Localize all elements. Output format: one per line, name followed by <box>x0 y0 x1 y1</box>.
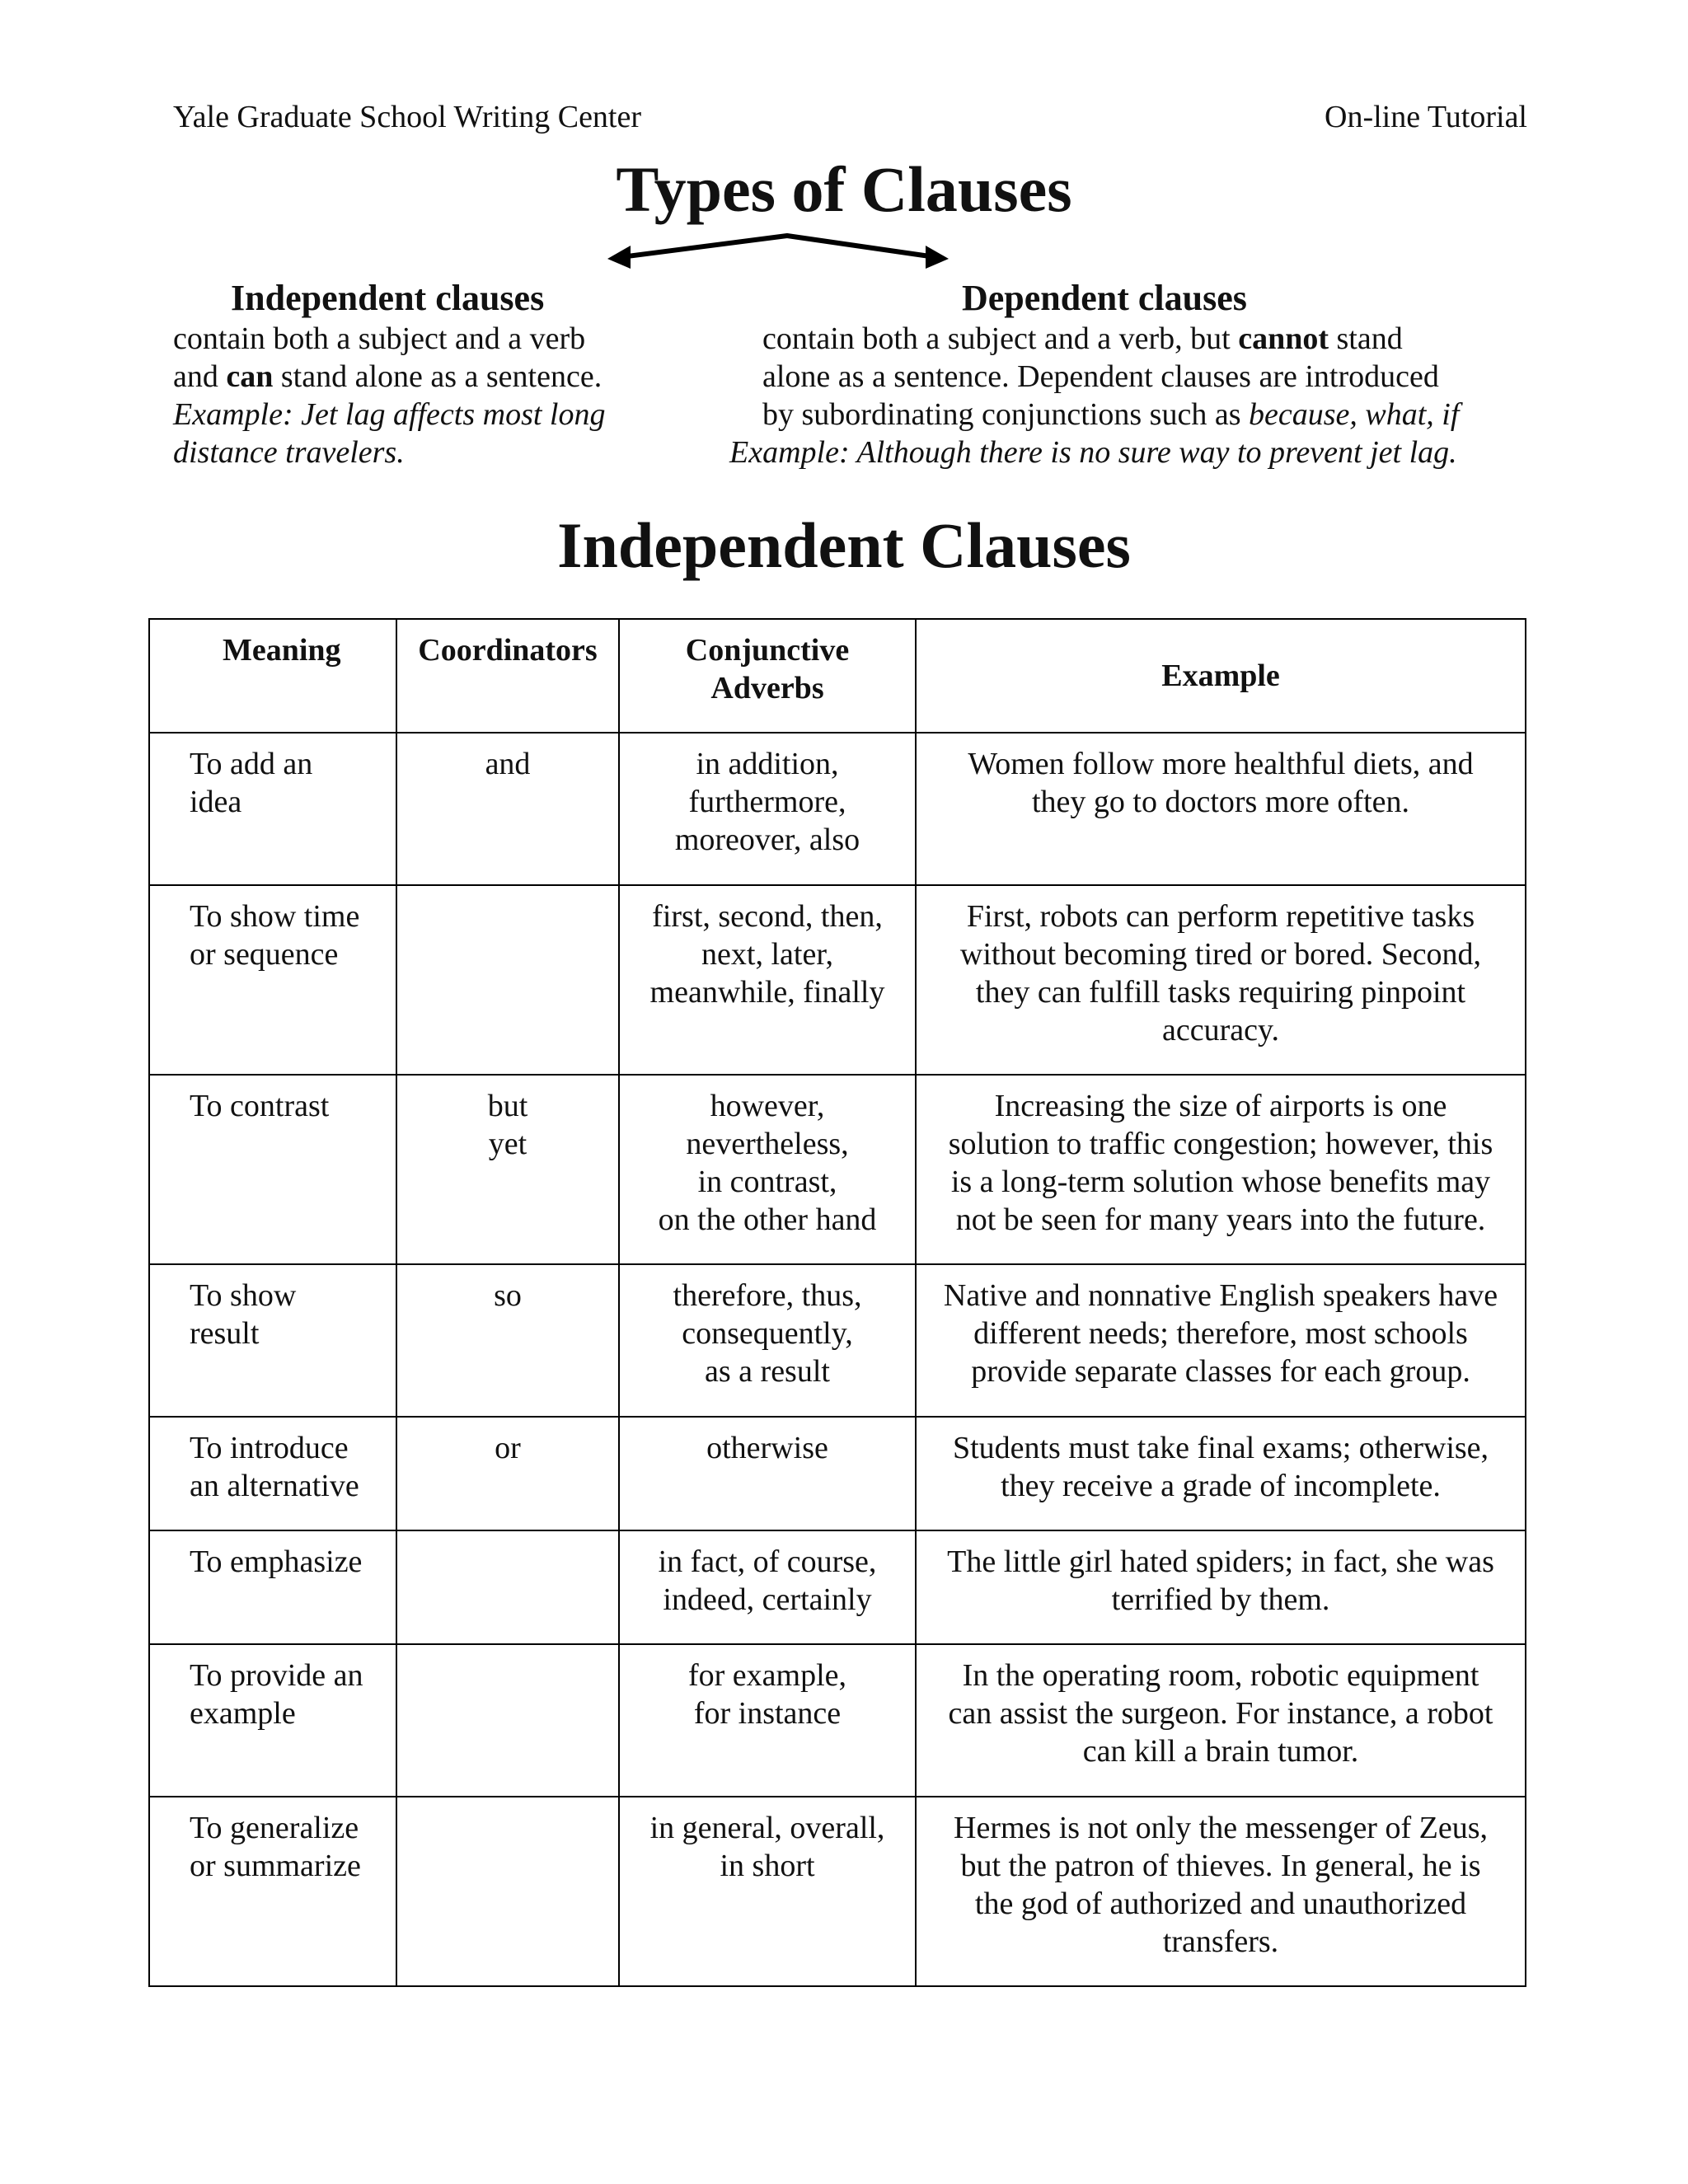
cell-meaning-line: an alternative <box>190 1469 359 1503</box>
dependent-line-1 <box>721 320 1512 358</box>
cell-meaning-line: or sequence <box>190 937 339 972</box>
independent-line-2-start: and <box>173 359 227 394</box>
cell-meaning-line: To add an <box>190 747 313 781</box>
dependent-line-1-end: stand <box>1329 321 1403 356</box>
header-adverbs-line-1: Conjunctive <box>685 633 850 668</box>
cell-coordinators <box>396 885 619 1075</box>
cell-example <box>916 885 1526 1075</box>
cell-example-line: they go to doctors more often. <box>1031 785 1409 819</box>
header-coordinators: Coordinators <box>396 619 619 733</box>
cell-example <box>916 1075 1526 1264</box>
cell-example <box>916 1417 1526 1530</box>
cell-conjunctive-adverbs-line: for example, <box>687 1658 847 1693</box>
cell-example-line: Students must take final exams; otherwise, <box>952 1431 1489 1465</box>
cell-example-line: transfers. <box>1162 1924 1279 1959</box>
cell-meaning <box>149 1417 396 1530</box>
cell-coordinators <box>396 1644 619 1797</box>
header-left: Yale Graduate School Writing Center <box>173 100 642 134</box>
cell-conjunctive-adverbs-line: indeed, certainly <box>663 1582 872 1617</box>
cell-example-line: In the operating room, robotic equipment <box>962 1658 1479 1693</box>
cell-example-line: without becoming tired or bored. Second, <box>959 937 1482 972</box>
independent-line-2-end: stand alone as a sentence. <box>273 359 603 394</box>
cell-conjunctive-adverbs-line: therefore, thus, <box>673 1278 862 1313</box>
cell-example-line: can assist the surgeon. For instance, a robot <box>948 1696 1493 1731</box>
header-meaning: Meaning <box>149 619 396 733</box>
dependent-cannot-bold: cannot <box>1238 321 1329 356</box>
independent-line-1: contain both a subject and a verb <box>173 321 586 356</box>
cell-example-line: the god of authorized and unauthorized <box>974 1886 1467 1921</box>
header-conjunctive-adverbs <box>619 619 916 733</box>
cell-example-line: Hermes is not only the messenger of Zeus, <box>954 1811 1488 1845</box>
cell-meaning-line: To introduce <box>190 1431 349 1465</box>
cell-coordinators-line: yet <box>488 1127 528 1161</box>
cell-conjunctive-adverbs <box>619 1644 916 1797</box>
cell-example-line: different needs; therefore, most schools <box>973 1316 1468 1351</box>
table-row <box>149 1264 1526 1417</box>
cell-example <box>916 1644 1526 1797</box>
table-row <box>149 1075 1526 1264</box>
cell-conjunctive-adverbs-line: as a result <box>705 1354 830 1389</box>
dependent-line-1-start: contain both a subject and a verb, but <box>762 321 1239 356</box>
independent-clauses-heading: Independent clauses <box>231 278 545 318</box>
table-row <box>149 1530 1526 1644</box>
dependent-line-3 <box>721 396 1512 434</box>
cell-conjunctive-adverbs-line: consequently, <box>682 1316 853 1351</box>
independent-example-1: Example: Jet lag affects most long <box>173 397 606 432</box>
header-adverbs-line-2: Adverbs <box>710 671 824 705</box>
independent-example-2: distance travelers. <box>173 435 405 470</box>
cell-example-line: provide separate classes for each group. <box>971 1354 1470 1389</box>
cell-coordinators-line: so <box>494 1278 522 1313</box>
cell-conjunctive-adverbs-line: in contrast, <box>697 1165 837 1199</box>
cell-conjunctive-adverbs-line: in addition, <box>696 747 839 781</box>
cell-conjunctive-adverbs <box>619 1075 916 1264</box>
cell-meaning-line: To show time <box>190 899 360 934</box>
cell-meaning-line: result <box>190 1316 260 1351</box>
double-arrow-icon <box>606 229 952 279</box>
cell-meaning <box>149 1530 396 1644</box>
cell-meaning-line: or summarize <box>190 1849 361 1883</box>
table-row <box>149 1644 1526 1797</box>
cell-example <box>916 733 1526 885</box>
cell-example-line: but the patron of thieves. In general, he is <box>960 1849 1481 1883</box>
cell-example <box>916 1797 1526 1986</box>
cell-example-line: Women follow more healthful diets, and <box>968 747 1474 781</box>
cell-meaning-line: To provide an <box>190 1658 363 1693</box>
cell-example-line: accuracy. <box>1161 1013 1280 1047</box>
cell-coordinators <box>396 1530 619 1644</box>
cell-conjunctive-adverbs-line: furthermore, <box>688 785 846 819</box>
cell-example-line: they can fulfill tasks requiring pinpoint <box>975 975 1466 1010</box>
cell-conjunctive-adverbs <box>619 885 916 1075</box>
cell-conjunctive-adverbs-line: on the other hand <box>658 1202 877 1237</box>
cell-conjunctive-adverbs-line: however, <box>710 1089 825 1123</box>
cell-example <box>916 1530 1526 1644</box>
cell-conjunctive-adverbs <box>619 1530 916 1644</box>
cell-conjunctive-adverbs-line: first, second, then, <box>652 899 883 934</box>
cell-conjunctive-adverbs-line: in short <box>720 1849 815 1883</box>
cell-coordinators-line: or <box>495 1431 521 1465</box>
cell-meaning-line: To contrast <box>190 1089 330 1123</box>
cell-example-line: First, robots can perform repetitive tasks <box>966 899 1475 934</box>
cell-coordinators <box>396 1417 619 1530</box>
cell-example-line: terrified by them. <box>1111 1582 1330 1617</box>
section-title: Independent Clauses <box>557 509 1131 581</box>
cell-meaning <box>149 733 396 885</box>
dependent-clauses-heading: Dependent clauses <box>962 278 1247 318</box>
cell-coordinators <box>396 1264 619 1417</box>
cell-conjunctive-adverbs-line: in general, overall, <box>649 1811 885 1845</box>
cell-example-line: solution to traffic congestion; however, this <box>948 1127 1493 1161</box>
cell-meaning <box>149 1644 396 1797</box>
cell-conjunctive-adverbs-line: for instance <box>693 1696 842 1731</box>
cell-coordinators <box>396 733 619 885</box>
dependent-conjunctions-italic: because, what, if <box>1248 397 1460 432</box>
cell-coordinators <box>396 1075 619 1264</box>
cell-meaning-line: example <box>190 1696 296 1731</box>
dependent-line-2: alone as a sentence. Dependent clauses are introduced <box>762 359 1439 394</box>
cell-coordinators-line: but <box>487 1089 528 1123</box>
cell-coordinators <box>396 1797 619 1986</box>
cell-meaning <box>149 1264 396 1417</box>
cell-example <box>916 1264 1526 1417</box>
dependent-clauses-definition <box>721 277 1512 471</box>
cell-conjunctive-adverbs <box>619 733 916 885</box>
cell-meaning <box>149 885 396 1075</box>
cell-example-line: Increasing the size of airports is one <box>994 1089 1447 1123</box>
cell-example-line: The little girl hated spiders; in fact, she was <box>947 1544 1494 1579</box>
table-row <box>149 1797 1526 1986</box>
cell-example-line: can kill a brain tumor. <box>1082 1734 1359 1769</box>
dependent-line-3-start: by subordinating conjunctions such as <box>762 397 1249 432</box>
cell-example-line: they receive a grade of incomplete. <box>1001 1469 1441 1503</box>
independent-line-2 <box>173 358 750 396</box>
cell-conjunctive-adverbs-line: next, later, <box>701 937 833 972</box>
table-header-row <box>149 619 1526 733</box>
cell-conjunctive-adverbs-line: meanwhile, finally <box>649 975 885 1010</box>
independent-can-bold: can <box>226 359 274 394</box>
table-row <box>149 1417 1526 1530</box>
table-row <box>149 885 1526 1075</box>
independent-clauses-definition <box>173 277 750 471</box>
cell-conjunctive-adverbs-line: in fact, of course, <box>658 1544 877 1579</box>
cell-conjunctive-adverbs <box>619 1264 916 1417</box>
cell-meaning <box>149 1797 396 1986</box>
cell-conjunctive-adverbs <box>619 1417 916 1530</box>
cell-conjunctive-adverbs <box>619 1797 916 1986</box>
cell-meaning <box>149 1075 396 1264</box>
header-example: Example <box>916 619 1526 733</box>
dependent-example: Example: Although there is no sure way to prevent jet lag. <box>729 435 1457 470</box>
cell-meaning-line: To generalize <box>190 1811 359 1845</box>
cell-conjunctive-adverbs-line: moreover, also <box>674 823 860 857</box>
cell-example-line: Native and nonnative English speakers have <box>943 1278 1498 1313</box>
cell-conjunctive-adverbs-line: nevertheless, <box>686 1127 849 1161</box>
cell-conjunctive-adverbs-line: otherwise <box>706 1431 828 1465</box>
cell-example-line: not be seen for many years into the future. <box>955 1202 1486 1237</box>
header-right: On-line Tutorial <box>1325 100 1527 134</box>
cell-coordinators-line: and <box>485 747 531 781</box>
cell-example-line: is a long-term solution whose benefits may <box>950 1165 1491 1199</box>
cell-meaning-line: To emphasize <box>190 1544 363 1579</box>
cell-meaning-line: To show <box>190 1278 297 1313</box>
cell-meaning-line: idea <box>190 785 242 819</box>
clauses-table <box>148 618 1526 1987</box>
table-row <box>149 733 1526 885</box>
page-title: Types of Clauses <box>616 153 1072 225</box>
